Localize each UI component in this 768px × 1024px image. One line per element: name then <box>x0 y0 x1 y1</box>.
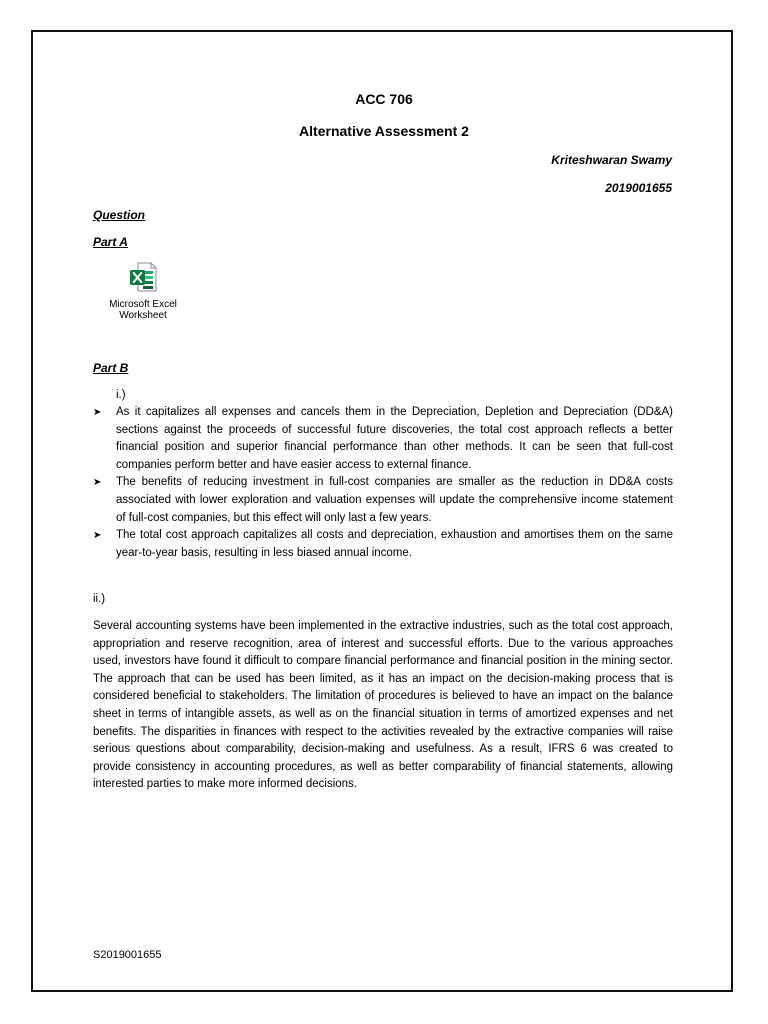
arrow-bullet-icon: ➤ <box>93 477 102 489</box>
excel-attachment[interactable] <box>104 262 182 321</box>
bullet-item <box>93 474 673 527</box>
item-i-label: i.) <box>116 389 126 401</box>
excel-icon <box>129 262 157 292</box>
footer-text: S2019001655 <box>93 949 162 961</box>
part-b-bullets <box>93 404 673 562</box>
bullet-text: The total cost approach capitalizes all costs and depreciation, exhaustion and amortises them on the same year-to-year basis, resulting in less biased annual income. <box>116 529 673 559</box>
course-code: ACC 706 <box>355 91 413 107</box>
part-b-heading: Part B <box>93 361 129 375</box>
bullet-text: As it capitalizes all expenses and cancels them in the Depreciation, Depletion and Depreciation (DD&A) sections against the proceeds of successful future discoveries, the total cost approach reflects a better financial position and superior financial performance than other methods. It can be seen that full-cost companies perform better and have easier access to external finance. <box>116 406 673 471</box>
excel-label-line1: Microsoft Excel <box>109 299 177 310</box>
part-a-heading: Part A <box>93 235 128 249</box>
bullet-item <box>93 404 673 474</box>
arrow-bullet-icon: ➤ <box>93 530 102 542</box>
item-ii-paragraph: Several accounting systems have been implemented in the extractive industries, such as the total cost approach, appropriation and reserve recognition, area of interest and successful efforts. Due to the various approaches used, investors have found it difficult to compare financial performance and financial position in the mining sector. The approach that can be used has been limited, as it has an impact on the decision-making process that is considered beneficial to stakeholders. The limitation of procedures is believed to have an impact on the balance sheet in terms of intangible assets, as well as on the financial situation in terms of amortized expenses and net benefits. The disparities in finances with respect to the activities revealed by the extractive companies will raise serious questions about comparability, decision-making and usefulness. As a result, IFRS 6 was created to provide consistency in accounting procedures, as well as better comparability of financial statements, allowing interested parties to make more informed decisions. <box>93 620 673 791</box>
bullet-item <box>93 527 673 562</box>
excel-label-line2: Worksheet <box>119 310 167 321</box>
assessment-title: Alternative Assessment 2 <box>299 123 469 139</box>
question-heading: Question <box>93 208 146 222</box>
student-id: 2019001655 <box>605 181 672 195</box>
bullet-text: The benefits of reducing investment in full-cost companies are smaller as the reduction in DD&A costs associated with lower exploration and valuation expenses will update the comprehensive income statement of full-cost companies, but this effect will only last a few years. <box>116 476 673 524</box>
item-ii-label: ii.) <box>93 593 106 605</box>
author-name: Kriteshwaran Swamy <box>551 153 672 167</box>
arrow-bullet-icon: ➤ <box>93 407 102 418</box>
